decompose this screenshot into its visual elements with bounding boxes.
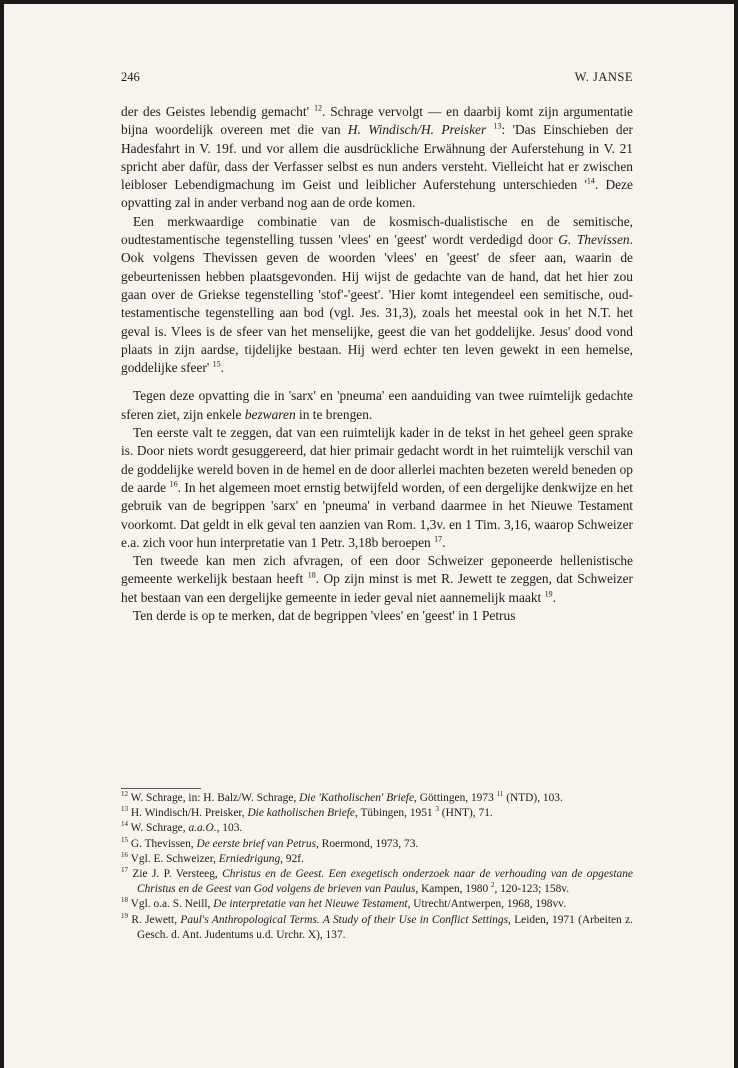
text-run: . Ook volgens Thevissen geven de woorden 'vlees' en 'geest' de sfeer aan, waarin de gebeurtenissen hebben plaatsgevonden. Hij wijst de gedachte van de hand, dat het hier zou gaan over de Griekse tegenstelling 'stof'-'geest'. 'Hier komt integendeel een semitische, oud-testamentische tegenstelling aan bod (vgl. Jes. 31,3), zoals het meestal ook in het N.T. het geval is. Vlees is de sfeer van het menselijke, geest die van het goddelijke. Jesus' dood vond plaats in zijn aardse, tijdelijke bestaan. Hij werd echter ten leven gewekt in een hemelse, goddelijke sfeer' xyxy=(121,232,633,376)
italic-run: Paul's Anthropological Terms. A Study of their Use in Conflict Settings xyxy=(180,913,509,926)
footnote xyxy=(121,913,633,943)
footnote xyxy=(121,806,633,821)
italic-run: H. Windisch/H. Preisker xyxy=(347,122,487,138)
paragraph xyxy=(121,387,633,424)
footnote-ref: 18 xyxy=(307,570,316,580)
footnote-number: 18 xyxy=(121,896,128,905)
footnote xyxy=(121,821,633,836)
text-run: Vgl. E. Schweizer, xyxy=(130,852,219,865)
text-run: W. Schrage, xyxy=(130,822,189,835)
text-run: (NTD), 103. xyxy=(503,792,563,804)
page-border-right xyxy=(734,0,738,1068)
body-text xyxy=(121,103,633,625)
text-run xyxy=(486,122,493,137)
page-border-left xyxy=(0,0,4,1068)
footnote-rule xyxy=(121,788,201,789)
footnote xyxy=(121,867,633,897)
text-run: R. Jewett, xyxy=(131,913,181,926)
footnote-ref: 12 xyxy=(313,103,322,113)
text-run: (HNT), 71. xyxy=(438,807,493,820)
italic-run: bezwaren xyxy=(244,406,296,422)
footnote-ref: 13 xyxy=(493,121,502,131)
italic-run: Christus en de Geest. Een exegetisch onderzoek naar de verhouding van de opgestane Christus en de Geest van God volgens de brieven van Paulus xyxy=(137,868,633,896)
text-run: Een merkwaardige combinatie van de kosmisch-dualistische en de semitische, oudtestamentische tegenstelling tussen 'vlees' en 'geest' wordt verdedigd door xyxy=(121,213,633,248)
page-border-top xyxy=(0,0,738,4)
text-run: G. Thevissen, xyxy=(130,837,197,850)
text-run: Zie J. P. Versteeg, xyxy=(132,868,223,881)
text-run: . xyxy=(220,360,225,376)
text-run: , Göttingen, 1973 xyxy=(414,792,497,804)
footnote-ref: 11 xyxy=(496,790,504,799)
paragraph xyxy=(121,424,633,552)
italic-run: a.a.O. xyxy=(188,822,217,835)
text-run: . Deze opvatting zal in ander verband nog aan de orde komen. xyxy=(121,177,633,211)
italic-run: G. Thevissen xyxy=(558,232,630,248)
running-head: W. JANSE xyxy=(574,70,633,84)
footnote-ref: 14 xyxy=(586,176,595,186)
text-run: . Schrage vervolgt — en daarbij komt zijn argumentatie bijna woordelijk overeen met die van xyxy=(121,104,633,138)
footnote-ref: 17 xyxy=(434,534,443,544)
text-run: , Roermond, 1973, 73. xyxy=(316,837,419,850)
text-run: , Kampen, 1980 xyxy=(415,883,491,896)
text-run: . xyxy=(442,534,446,550)
footnote-number: 12 xyxy=(121,790,128,799)
footnote-number: 14 xyxy=(121,820,128,829)
text-run: , 120-123; 158v. xyxy=(494,883,570,896)
paragraph xyxy=(121,607,633,625)
text-run: in te brengen. xyxy=(295,406,373,422)
text-run: Ten eerste valt te zeggen, dat van een ruimtelijk kader in de tekst in het geheel geen sprake is. Door niets wordt gesuggereerd, dat hier primair gedacht wordt in het ruimtelijk verschil van de goddelijke wereld boven in de hemel en de door allerlei machten bezeten wereld beneden op de aarde xyxy=(121,425,633,495)
text-run: Ten tweede kan men zich afvragen, of een door Schweizer geponeerde hellenistische gemeente werkelijk bestaan heeft xyxy=(121,553,633,587)
text-run: . Op zijn minst is met R. Jewett te zeggen, dat Schweizer het bestaan van een dergelijke gemeente in ieder geval niet aannemelijk maakt xyxy=(121,571,633,605)
text-run: , Utrecht/Antwerpen, 1968, 198vv. xyxy=(407,898,566,911)
paragraph xyxy=(121,103,633,213)
footnote xyxy=(121,837,633,852)
text-run: , 103. xyxy=(216,822,243,835)
footnotes xyxy=(121,791,633,943)
italic-run: De eerste brief van Petrus xyxy=(196,837,317,850)
italic-run: De interpretatie van het Nieuwe Testament xyxy=(213,898,408,911)
text-run: Tegen deze opvatting die in 'sarx' en 'pneuma' een aanduiding van twee ruimtelijk gedachte sferen ziet, zijn enkele xyxy=(121,388,633,422)
text-run: H. Windisch/H. Preisker, xyxy=(130,807,248,820)
text-run: , 92f. xyxy=(280,852,304,865)
footnote-ref: 15 xyxy=(212,359,221,369)
footnote-ref: 19 xyxy=(544,589,553,599)
footnote-ref: 16 xyxy=(169,479,178,489)
text-run: Ten derde is op te merken, dat de begrippen 'vlees' en 'geest' in 1 Petrus xyxy=(133,608,516,624)
footnote-ref: 2 xyxy=(491,881,495,890)
footnote-number: 19 xyxy=(121,911,128,920)
footnote-ref: 3 xyxy=(435,805,439,814)
footnote xyxy=(121,791,633,806)
paragraph xyxy=(121,552,633,607)
text-run: . In het algemeen moet ernstig betwijfeld worden, of een dergelijke denkwijze en het gebruik van de begrippen 'sarx' en 'pneuma' in verband daarmee in het Nieuwe Testament voorkomt. Dat geldt in elk geval ten aanzien van Rom. 1,3v. en 1 Tim. 3,16, waarop Schweizer e.a. zich voor hun interpretatie van 1 Petr. 3,18b beroepen xyxy=(121,479,633,550)
text-run: . xyxy=(552,589,556,605)
text-run: Vgl. o.a. S. Neill, xyxy=(130,898,214,911)
italic-run: Die 'Katholischen' Briefe xyxy=(299,792,415,804)
text-run: , Tübingen, 1951 xyxy=(354,807,436,820)
italic-run: Erniedrigung xyxy=(218,852,281,865)
footnote-number: 17 xyxy=(121,866,128,875)
text-run: : 'Das Einschieben der Hadesfahrt in V. 19f. und vor allem die ausdrückliche Erwähnung der Auferstehung in V. 21 spricht aber dafür, dass der Verfasser selbst es nun anders versteht. Vielleicht hat er zwischen leibloser Lebendigmachung im Geist und leiblicher Auferstehung unterschieden ' xyxy=(121,122,633,193)
footnote-number: 15 xyxy=(121,835,128,844)
footnote-number: 16 xyxy=(121,851,128,860)
text-run: , Leiden, 1971 (Arbeiten z. Gesch. d. Ant. Judentums u.d. Urchr. X), 137. xyxy=(137,913,633,941)
footnote xyxy=(121,852,633,867)
page-number: 246 xyxy=(121,70,140,84)
footnote-number: 13 xyxy=(121,805,128,814)
text-run: der des Geistes lebendig gemacht' xyxy=(121,104,314,119)
paragraph xyxy=(121,213,633,378)
italic-run: Die katholischen Briefe xyxy=(247,807,355,820)
footnote xyxy=(121,897,633,912)
text-run: W. Schrage, in: H. Balz/W. Schrage, xyxy=(130,792,300,804)
